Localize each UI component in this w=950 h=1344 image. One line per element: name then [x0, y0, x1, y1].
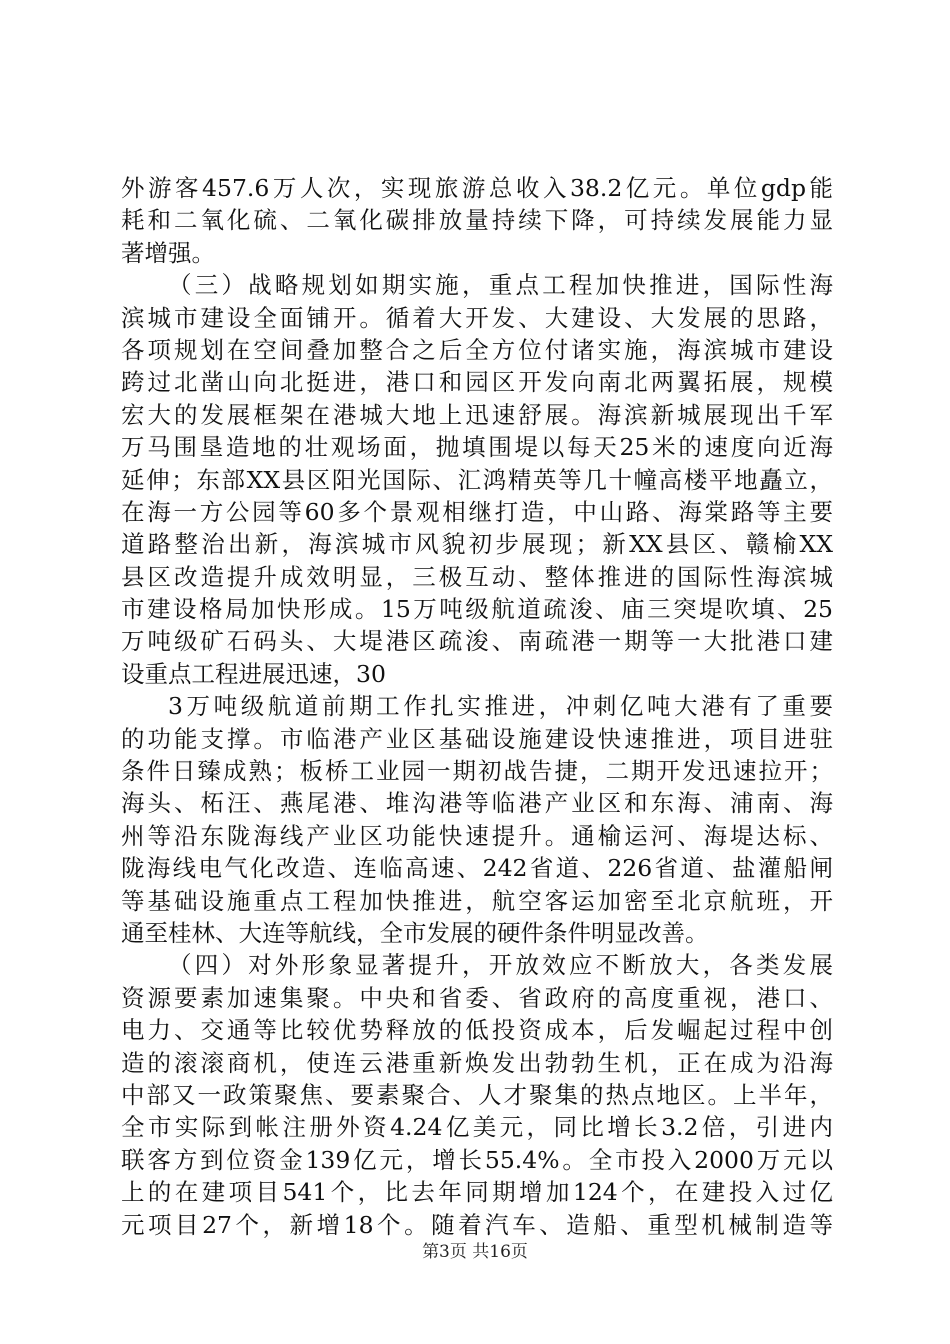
text-line: 电力、交通等比较优势释放的低投资成本，后发崛起过程中创 — [121, 1016, 833, 1045]
text-line: 跨过北凿山向北挺进，港口和园区开发向南北两翼拓展，规模 — [121, 368, 833, 397]
text-line: 联客方到位资金139亿元，增长55.4%。全市投入2000万元以 — [121, 1145, 833, 1174]
text-line: 3万吨级航道前期工作扎实推进，冲刺亿吨大港有了重要 — [168, 692, 833, 721]
text-line: （三）战略规划如期实施，重点工程加快推进，国际性海 — [168, 271, 833, 300]
page-footer: 第3页 共16页 — [422, 1242, 528, 1262]
text-line: 全市实际到帐注册外资4.24亿美元，同比增长3.2倍，引进内 — [121, 1113, 833, 1142]
text-line: 著增强。 — [121, 238, 215, 267]
text-line: 设重点工程进展迅速，30 — [121, 659, 386, 688]
text-line: 在海一方公园等60多个景观相继打造，中山路、海棠路等主要 — [121, 497, 833, 526]
text-line: 上的在建项目541个，比去年同期增加124个，在建投入过亿 — [121, 1178, 833, 1207]
text-line: 外游客457.6万人次，实现旅游总收入38.2亿元。单位gdp能 — [121, 174, 833, 202]
text-line: 条件日臻成熟；板桥工业园一期初战告捷，二期开发迅速拉开； — [121, 757, 833, 786]
text-line: 海头、柘汪、燕尾港、堆沟港等临港产业区和东海、浦南、海 — [121, 789, 833, 818]
text-line: （四）对外形象显著提升，开放效应不断放大，各类发展 — [168, 951, 833, 980]
text-line: 万吨级矿石码头、大堤港区疏浚、南疏港一期等一大批港口建 — [121, 627, 833, 656]
body-text — [121, 172, 833, 1241]
text-line: 州等沿东陇海线产业区功能快速提升。通榆运河、海堤达标、 — [121, 821, 833, 850]
text-line: 滨城市建设全面铺开。循着大开发、大建设、大发展的思路， — [121, 303, 833, 332]
text-line: 县区改造提升成效明显，三极互动、整体推进的国际性海滨城 — [121, 562, 833, 591]
text-line: 道路整治出新，海滨城市风貌初步展现；新XX县区、赣榆XX — [121, 530, 833, 559]
text-line: 造的滚滚商机，使连云港重新焕发出勃勃生机，正在成为沿海 — [121, 1048, 833, 1077]
text-line: 等基础设施重点工程加快推进，航空客运加密至北京航班，开 — [121, 886, 833, 915]
text-line: 的功能支撑。市临港产业区基础设施建设快速推进，项目进驻 — [121, 724, 833, 753]
text-line: 宏大的发展框架在港城大地上迅速舒展。海滨新城展现出千军 — [121, 400, 833, 429]
text-line: 资源要素加速集聚。中央和省委、省政府的高度重视，港口、 — [121, 983, 833, 1012]
text-line: 通至桂林、大连等航线，全市发展的硬件条件明显改善。 — [121, 918, 709, 947]
text-line: 延伸；东部XX县区阳光国际、汇鸿精英等几十幢高楼平地矗立， — [121, 465, 833, 494]
text-line: 中部又一政策聚焦、要素聚合、人才聚集的热点地区。上半年， — [121, 1080, 833, 1109]
text-line: 耗和二氧化硫、二氧化碳排放量持续下降，可持续发展能力显 — [121, 206, 833, 235]
text-line: 市建设格局加快形成。15万吨级航道疏浚、庙三突堤吹填、25 — [121, 595, 833, 624]
text-line: 各项规划在空间叠加整合之后全方位付诸实施，海滨城市建设 — [121, 335, 833, 364]
text-line: 万马围垦造地的壮观场面，抛填围堤以每天25米的速度向近海 — [121, 433, 833, 462]
text-line: 元项目27个，新增18个。随着汽车、造船、重型机械制造等 — [121, 1210, 833, 1239]
text-line: 陇海线电气化改造、连临高速、242省道、226省道、盐灌船闸 — [121, 854, 833, 883]
